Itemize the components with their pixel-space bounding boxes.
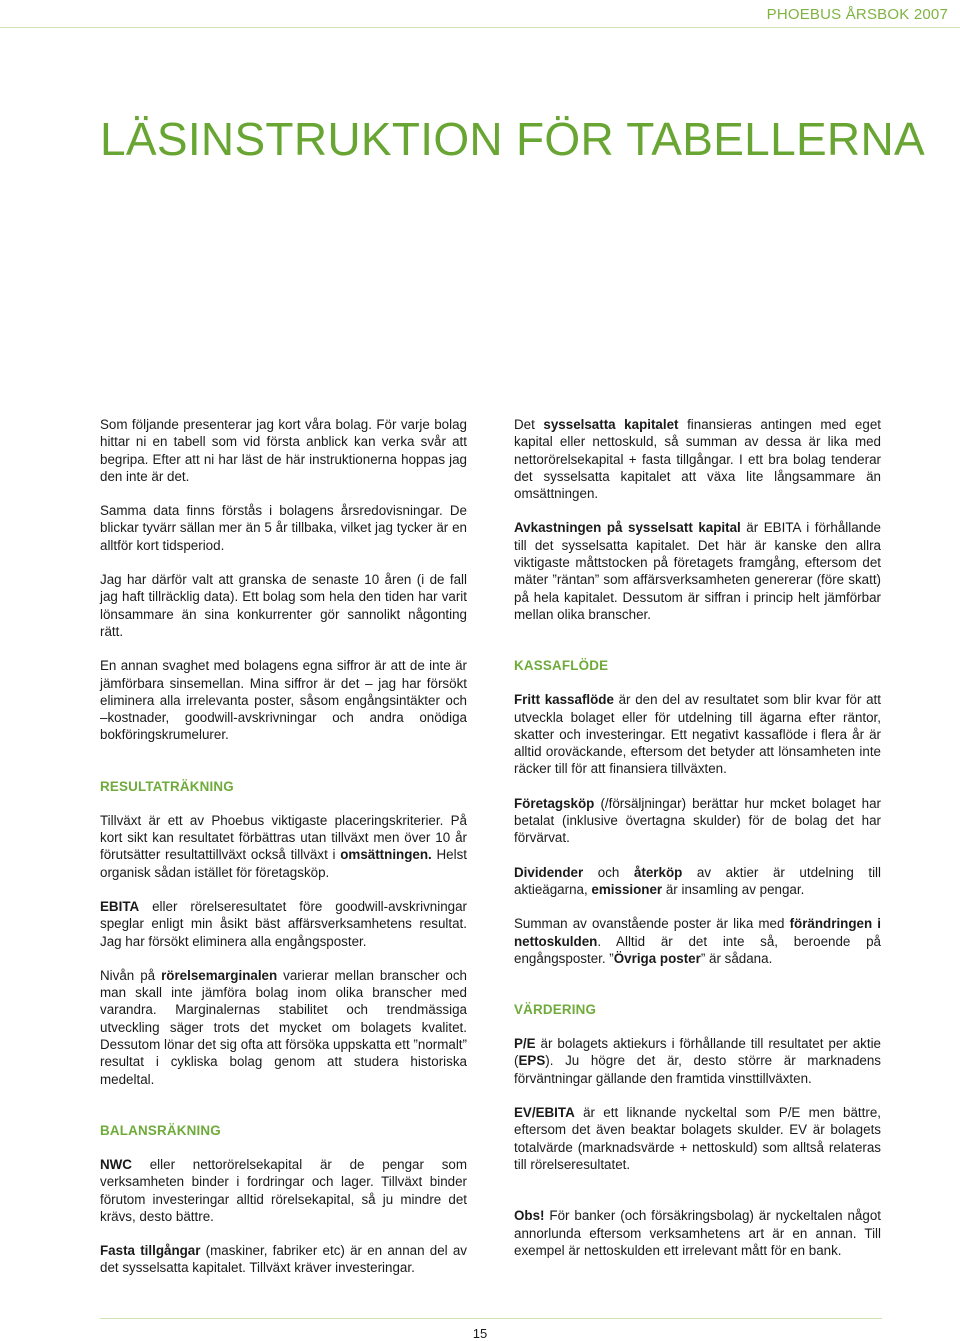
obs-paragraph [514,1207,881,1259]
ev-ebita-paragraph [514,1104,881,1173]
intro-paragraph-3: Jag har därför valt att granska de senaste 10 åren (i de fall jag haft tillräcklig data). Ett bolag som hela den tiden har varit lönsammare än sina konkurrenter gör sannolikt någonting rätt. [100,572,467,639]
net-debt-text-3: ” är sådana. [700,950,773,966]
ev-ebita-text: är ett liknande nyckeltal som P/E men bättre, eftersom det även beaktar bolagets skulder. EV är bolagets totalvärde (marknadsvärde + nettoskuld) som alltså relateras till rörelseresultatet. [514,1105,881,1172]
dividends-text-2: av aktier är utdelning till aktieägarna, [514,864,881,897]
ebita-term: EBITA [100,898,140,914]
acquisitions-term: Företagsköp [514,795,595,811]
nwc-text: eller nettorörelsekapital är de pengar som verksamheten binder i fordringar och lager. Tillväxt binder förutom investeringar alltid rörelsekapital, så ju mindre det krävs, desto bättre. [100,1156,467,1224]
left-column [100,416,467,1294]
roce-term: Avkastningen på sysselsatt kapital [514,520,741,536]
eps-term: EPS [518,1053,546,1069]
free-cashflow-paragraph [514,691,881,777]
free-cashflow-text: är den del av resultatet som blir kvar för att utveckla bolaget eller för utdelning till ägarna efter räntor, skatter och investeringar. Ett negativt kassaflöde i flera år är alltid oroväckande, eftersom det betyder att lönsamheten inte räcker till för att finansiera tillväxten. [514,692,881,777]
section-heading-kassaflode: KASSAFLÖDE [514,658,609,674]
capital-text-end: finansieras antingen med eget kapital eller nettoskuld, så summan av dessa är lika med nettorörelsekapital + fasta tillgångar. I ett bra bolag tenderar det sysselsatta kapitalet att växa lite långsammare än omsättningen. [514,417,881,502]
dividends-term: Dividender [514,864,584,880]
footer-divider [100,1318,882,1319]
section-heading-balansrakning: BALANSRÄKNING [100,1122,221,1138]
capital-paragraph [514,416,881,502]
ebita-text: eller rörelseresultatet före goodwill-avskrivningar speglar enligt min åsikt bäst affärsverksamhetens resultat. Jag har försökt eliminera alla engångsposter. [100,898,467,949]
pe-text-2: ). Ju högre det är, desto större är marknadens förväntningar gällande den framtida vinsttillväxten. [514,1053,881,1086]
dividends-text-1: och [583,864,634,880]
acquisitions-paragraph [514,795,881,847]
obs-term: Obs! [514,1208,545,1224]
capital-text-start: Det [514,417,544,432]
section-heading-vardering: VÄRDERING [514,1002,597,1018]
intro-paragraph-1: Som följande presenterar jag kort våra bolag. För varje bolag hittar ni en tabell som vid första anblick kan verka svår att begripa. Efter att ni har läst de här instruktionerna hoppas jag den inte är det. [100,417,467,484]
nwc-paragraph [100,1156,467,1225]
pe-term: P/E [514,1036,536,1052]
running-header: PHOEBUS ÅRSBOK 2007 [766,6,948,23]
capital-term: sysselsatta kapitalet [543,417,679,432]
dividends-paragraph [514,864,881,899]
pe-text-1: är bolagets aktiekurs i förhållande till resultatet per aktie ( [514,1036,881,1069]
fixed-assets-term: Fasta tillgångar [100,1243,201,1259]
intro-paragraph-4: En annan svaghet med bolagens egna siffror är att de inte är jämförbara sinsemellan. Mina siffror är det – jag har försökt eliminera alla irrelevanta poster, såsom engångsintäkter och –kostnader, goodwill-avskrivningar och andra onödiga bokföringskrumelurer. [100,658,467,743]
roce-paragraph [514,519,881,623]
margin-text-end: varierar mellan branscher och man skall inte jämföra bolag inom olika branscher med varandra. Marginalernas stabilitet och trendmässiga utveckling säger trots det mycket om bolagets kvalitet. Dessutom lönar det sig ofta att försöka uppskatta ett ”normalt” resultat i cykliska bolag genom att studera historiska medeltal. [100,967,467,1087]
buyback-term: återköp [633,864,683,880]
dividends-text-3: är insamling av pengar. [662,881,805,897]
page-title: LÄSINSTRUKTION FÖR TABELLERNA [100,113,925,165]
page-number: 15 [472,1326,488,1341]
net-debt-text-1: Summan av ovanstående poster är lika med [514,916,790,932]
growth-term: omsättningen. [340,847,432,863]
growth-text-start: Tillväxt är ett av Phoebus viktigaste placeringskriterier. På kort sikt kan resultatet förbättras utan tillväxt men över 10 år förutsätter resultattillväxt också tillväxt i [100,812,467,863]
issues-term: emissioner [591,881,663,897]
net-debt-change-term: förändringen i nettoskulden [514,916,881,949]
nwc-term: NWC [100,1156,132,1172]
margin-paragraph [100,967,467,1088]
net-debt-change-paragraph [514,915,881,967]
roce-text: är EBITA i förhållande till det sysselsatta kapitalet. Det här är kanske den allra viktigaste måttstocken på företagets framgång, eftersom det mäter ”räntan” som affärsverksamheten genererar (före skatt) på hela kapitalet. Dessutom är siffran i princip helt jämförbar mellan olika branscher. [514,520,882,622]
fixed-assets-paragraph [100,1242,467,1277]
fixed-assets-text: (maskiner, fabriker etc) är en annan del av det sysselsatta kapitalet. Tillväxt kräver investeringar. [100,1243,468,1276]
pe-paragraph [514,1035,881,1087]
net-debt-text-2: . Alltid är det inte så, beroende på engångsposter. ” [514,933,881,966]
acquisitions-text: (/försäljningar) berättar hur mcket bolaget har betalat (inklusive övertagna skulder) för de bolag det har förvärvat. [514,795,881,846]
other-items-term: Övriga poster [613,950,701,966]
ev-ebita-term: EV/EBITA [514,1105,575,1121]
right-column [514,416,881,1276]
header-divider [0,27,960,28]
section-heading-resultatrakning: RESULTATRÄKNING [100,778,234,794]
margin-text-start: Nivån på [100,967,162,983]
growth-paragraph [100,812,467,881]
margin-term: rörelsemarginalen [161,967,278,983]
obs-text: För banker (och försäkringsbolag) är nyckeltalen något annorlunda eftersom verksamhetens art är en annan. Till exempel är nettoskulden ett irrelevant mått för en bank. [514,1208,881,1258]
ebita-paragraph [100,898,467,950]
growth-text-end: Helst organisk sådan istället för företagsköp. [100,847,467,880]
free-cashflow-term: Fritt kassaflöde [514,692,614,708]
intro-paragraph-2: Samma data finns förstås i bolagens årsredovisningar. De blickar tyvärr sällan mer än 5 år tillbaka, vilket jag tycker är en alltför kort tidsperiod. [100,503,467,553]
